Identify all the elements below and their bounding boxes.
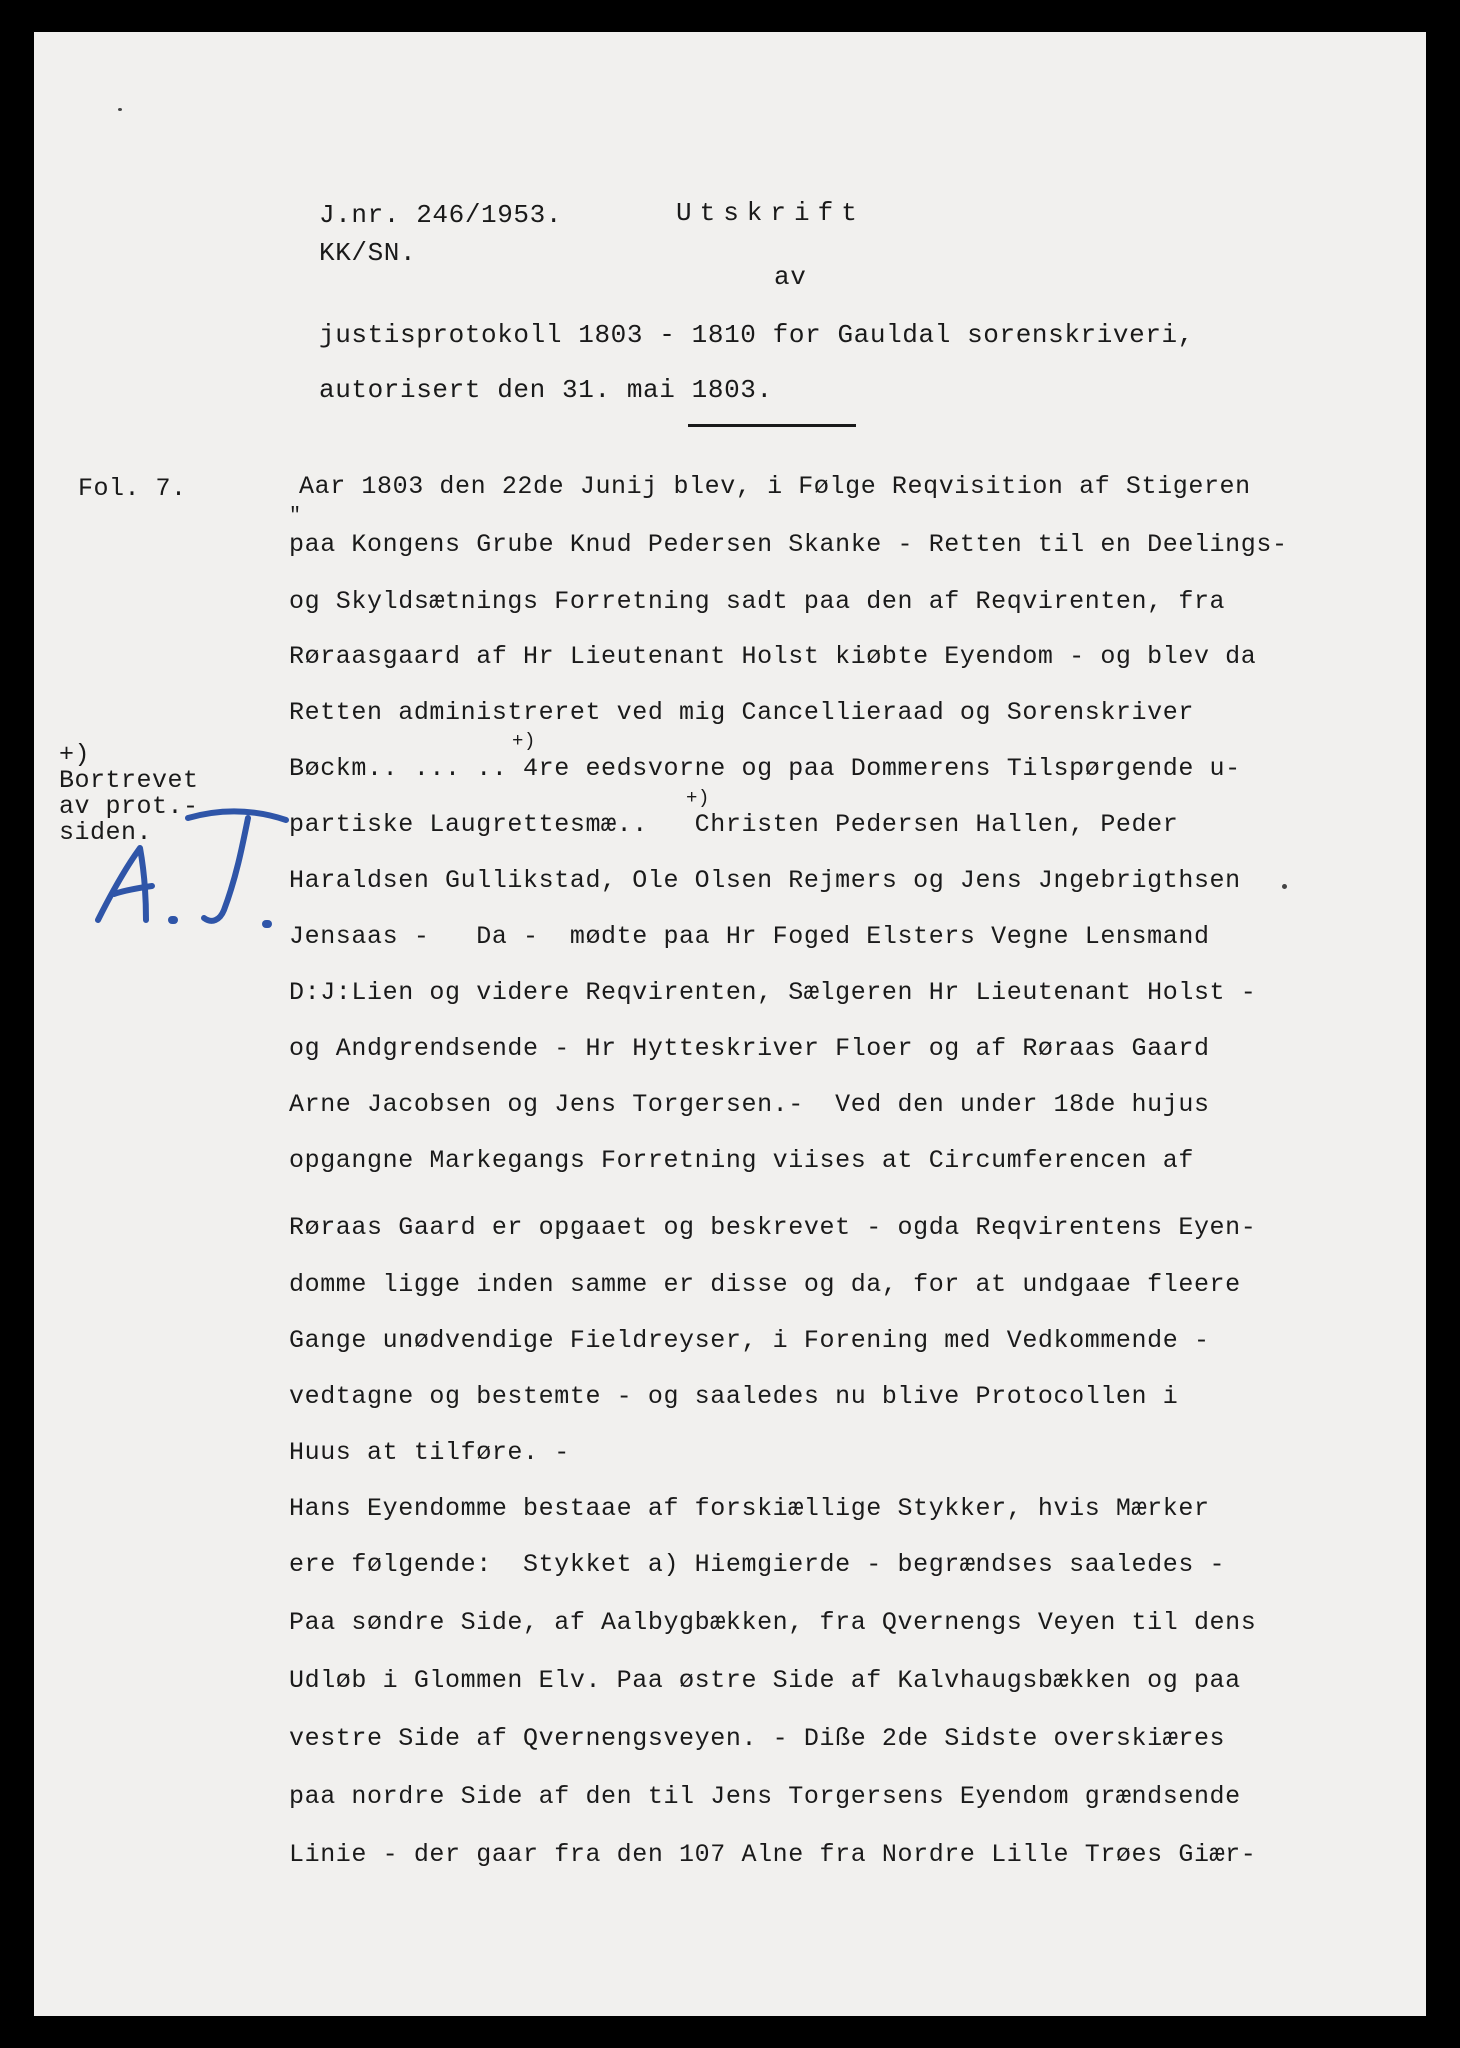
body-line: Linie - der gaar fra den 107 Alne fra Nordre Lille Trøes Giær-	[289, 1840, 1257, 1869]
body-line: og Andgrendsende - Hr Hytteskriver Floer og af Røraas Gaard	[289, 1034, 1210, 1063]
body-line: paa nordre Side af den til Jens Torgersens Eyendom grændsende	[289, 1782, 1241, 1811]
folio-reference: Fol. 7.	[78, 474, 187, 503]
margin-note-line-3: siden.	[59, 818, 153, 847]
body-line: ere følgende: Stykket a) Hiemgierde - begrændses saaledes -	[289, 1550, 1226, 1579]
body-line: opgangne Markegangs Forretning viises at Circumferencen af	[289, 1146, 1194, 1175]
body-line: Retten administreret ved mig Cancellieraad og Sorenskriver	[289, 698, 1194, 727]
body-line: domme ligge inden samme er disse og da, for at undgaae fleere	[289, 1270, 1241, 1299]
body-line: paa Kongens Grube Knud Pedersen Skanke - Retten til en Deelings-	[289, 530, 1288, 559]
body-line: D:J:Lien og videre Reqvirenten, Sælgeren Hr Lieutenant Holst -	[289, 978, 1257, 1007]
document-title: Utskrift	[676, 198, 865, 228]
document-title-of: av	[774, 262, 807, 292]
body-line: vestre Side af Qvernengsveyen. - Diße 2de Sidste overskiæres	[289, 1724, 1226, 1753]
body-line: Røraasgaard af Hr Lieutenant Holst kiøbte Eyendom - og blev da	[289, 642, 1257, 671]
body-line: Haraldsen Gullikstad, Ole Olsen Rejmers og Jens Jngebrigthsen	[289, 866, 1241, 895]
body-line: Røraas Gaard er opgaaet og beskrevet - ogda Reqvirentens Eyen-	[289, 1213, 1257, 1242]
body-line: Arne Jacobsen og Jens Torgersen.- Ved den under 18de hujus	[289, 1090, 1210, 1119]
document-subtitle-line-1: justisprotokoll 1803 - 1810 for Gauldal sorenskriveri,	[319, 320, 1194, 350]
margin-note-mark: +)	[59, 740, 91, 769]
quote-mark: "	[289, 505, 302, 528]
body-line: Huus at tilføre. -	[289, 1438, 570, 1467]
handwritten-initials-signature	[90, 800, 300, 960]
body-line: Udløb i Glommen Elv. Paa østre Side af Kalvhaugsbækken og paa	[289, 1666, 1241, 1695]
journal-number: J.nr. 246/1953.	[319, 200, 563, 230]
body-line: Aar 1803 den 22de Junij blev, i Følge Reqvisition af Stigeren	[299, 472, 1251, 501]
body-line: Bøckm.. ... .. 4re eedsvorne og paa Dommerens Tilspørgende u-	[289, 754, 1241, 783]
superscript-mark-1: +)	[512, 730, 537, 752]
margin-note-line-1: Bortrevet	[59, 766, 199, 795]
document-subtitle-line-2: autorisert den 31. mai 1803.	[319, 375, 773, 405]
body-line: Jensaas - Da - mødte paa Hr Foged Elsters Vegne Lensmand	[289, 922, 1210, 951]
scan-speck	[1282, 884, 1287, 889]
document-page	[34, 32, 1426, 2016]
margin-note-line-2: av prot.-	[59, 792, 199, 821]
body-line: vedtagne og bestemte - og saaledes nu blive Protocollen i	[289, 1382, 1179, 1411]
scan-speck	[118, 108, 122, 111]
body-line: og Skyldsætnings Forretning sadt paa den af Reqvirenten, fra	[289, 587, 1226, 616]
body-line: partiske Laugrettesmæ.. Christen Pedersen Hallen, Peder	[289, 810, 1179, 839]
body-line: Hans Eyendomme bestaae af forskiællige Stykker, hvis Mærker	[289, 1494, 1210, 1523]
body-line: Paa søndre Side, af Aalbygbækken, fra Qvernengs Veyen til dens	[289, 1608, 1257, 1637]
case-initials: KK/SN.	[319, 238, 417, 268]
body-line: Gange unødvendige Fieldreyser, i Forening med Vedkommende -	[289, 1326, 1210, 1355]
title-underline	[688, 424, 856, 427]
superscript-mark-2: +)	[686, 787, 711, 809]
